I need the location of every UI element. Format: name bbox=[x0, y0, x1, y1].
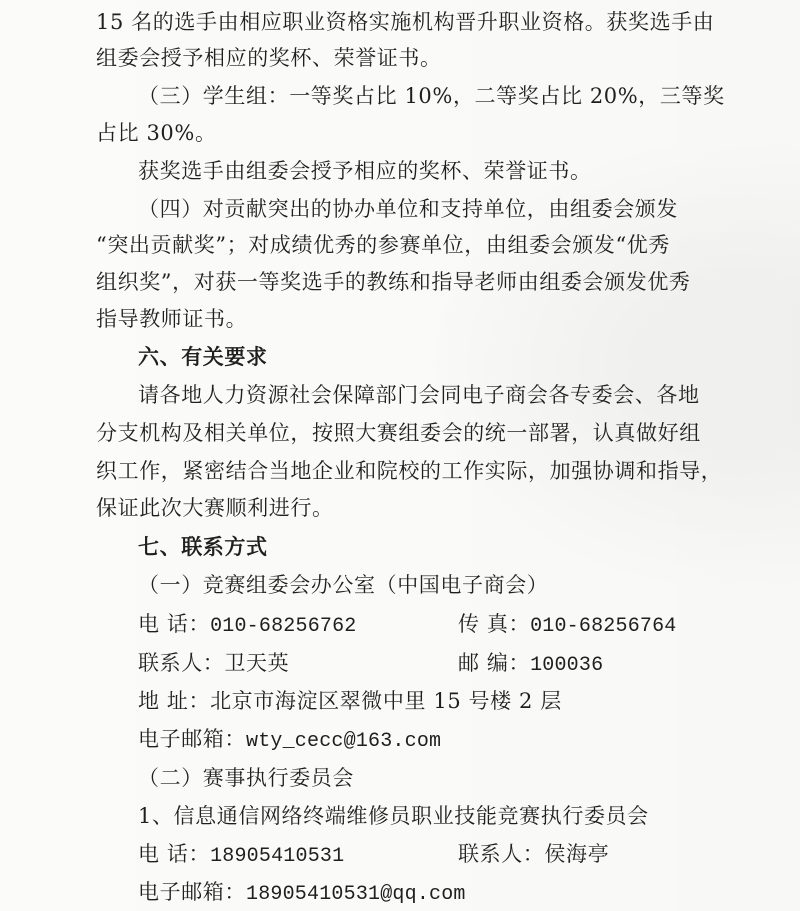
exec-contact-row bbox=[458, 842, 609, 866]
paragraph-line: 保证此次大赛顺利进行。 bbox=[96, 496, 334, 520]
office-phone-value: 010-68256762 bbox=[210, 615, 357, 638]
paragraph-line: 组委会授予相应的奖杯、荣誉证书。 bbox=[96, 46, 442, 70]
student-group-line: （三）学生组：一等奖占比 10%，二等奖占比 20%，三等奖 bbox=[138, 84, 725, 108]
exec-phone-label: 电 话： bbox=[138, 842, 211, 866]
contribution-award-line: （四）对贡献突出的协办单位和支持单位，由组委会颁发 bbox=[138, 197, 678, 221]
office-email-row bbox=[138, 727, 441, 754]
office-address-row bbox=[138, 689, 562, 713]
exec-email-row bbox=[138, 880, 466, 907]
office-email-label: 电子邮箱： bbox=[138, 727, 246, 751]
office-fax-label: 传 真： bbox=[458, 612, 531, 636]
office-fax-value: 010-68256764 bbox=[530, 615, 677, 638]
office-title: （一）竞赛组委会办公室（中国电子商会） bbox=[138, 573, 549, 597]
paragraph-line: 分支机构及相关单位，按照大赛组委会的统一部署，认真做好组 bbox=[96, 421, 701, 445]
paragraph-line: “突出贡献奖”；对成绩优秀的参赛单位，由组委会颁发“优秀 bbox=[96, 233, 671, 257]
exec-contact-value: 侯海亭 bbox=[544, 842, 610, 866]
award-note-line: 获奖选手由组委会授予相应的奖杯、荣誉证书。 bbox=[138, 159, 592, 183]
office-postcode-value: 100036 bbox=[530, 654, 604, 677]
requirements-line: 请各地人力资源社会保障部门会同电子商会各专委会、各地 bbox=[138, 383, 700, 407]
exec-phone-row bbox=[138, 842, 344, 869]
paragraph-line: 织工作，紧密结合当地企业和院校的工作实际，加强协调和指导， bbox=[96, 459, 723, 483]
office-address-value: 北京市海淀区翠微中里 15 号楼 2 层 bbox=[210, 689, 562, 713]
office-fax-row bbox=[458, 612, 677, 639]
office-address-label: 地 址： bbox=[138, 689, 211, 713]
paragraph-line: 指导教师证书。 bbox=[96, 307, 248, 331]
exec-committee-title: （二）赛事执行委员会 bbox=[138, 766, 354, 790]
paragraph-line: 占比 30%。 bbox=[96, 121, 217, 145]
office-email-value: wty_cecc@163.com bbox=[246, 730, 442, 753]
office-contact-value: 卫天英 bbox=[224, 651, 290, 675]
office-contact-label: 联系人： bbox=[138, 651, 225, 675]
exec-committee-item: 1、信息通信网络终端维修员职业技能竞赛执行委员会 bbox=[138, 804, 649, 828]
paragraph-line: 15 名的选手由相应职业资格实施机构晋升职业资格。获奖选手由 bbox=[96, 10, 715, 34]
office-postcode-label: 邮 编： bbox=[458, 651, 531, 675]
exec-email-label: 电子邮箱： bbox=[138, 880, 246, 904]
exec-phone-value: 18905410531 bbox=[210, 845, 345, 868]
exec-contact-label: 联系人： bbox=[458, 842, 545, 866]
paragraph-line: 组织奖”，对获一等奖选手的教练和指导老师由组委会颁发优秀 bbox=[96, 270, 691, 294]
office-phone-row bbox=[138, 612, 357, 639]
office-postcode-row bbox=[458, 651, 603, 678]
section-six-heading: 六、有关要求 bbox=[138, 344, 268, 369]
office-phone-label: 电 话： bbox=[138, 612, 211, 636]
exec-email-value: 18905410531@qq.com bbox=[246, 883, 466, 906]
section-seven-heading: 七、联系方式 bbox=[138, 534, 268, 559]
office-contact-row bbox=[138, 651, 289, 675]
